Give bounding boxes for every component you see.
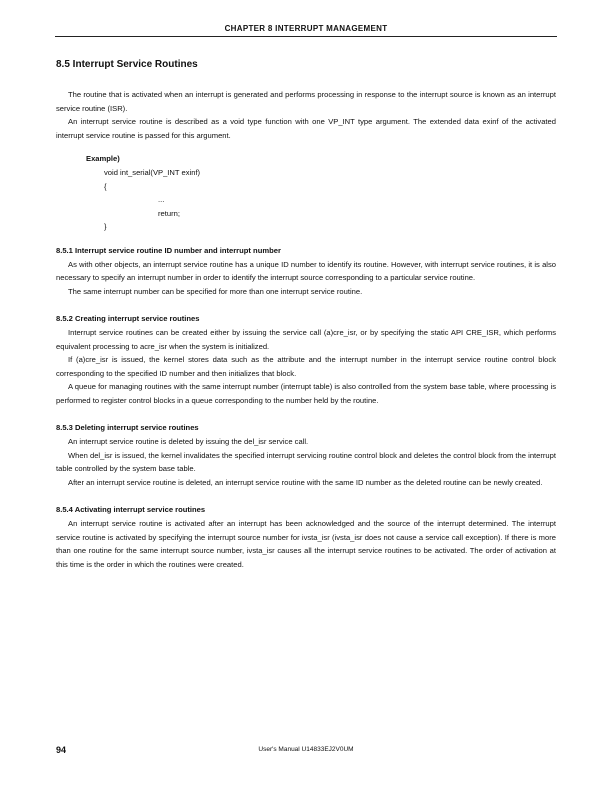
example-label: Example): [86, 154, 120, 164]
page-number: 94: [56, 745, 67, 755]
page-content: [56, 58, 556, 571]
running-header: CHAPTER 8 INTERRUPT MANAGEMENT: [224, 24, 388, 33]
paragraph: A queue for managing routines with the same interrupt number (interrupt table) is also controlled from the system base table, where processing is performed to register control blocks in a queue corresponding to the number held by the routine.: [56, 382, 556, 405]
subsection-title: 8.5.4 Activating interrupt service routines: [56, 505, 206, 515]
paragraph: An interrupt service routine is described as a void type function with one VP_INT type argument. The extended data exinf of the activated interrupt service routine is passed for this argument.: [56, 117, 556, 140]
paragraph: Interrupt service routines can be created either by issuing the service call (a)cre_isr, or by specifying the static API CRE_ISR, which performs equivalent processing to acre_isr when the system is initialized.: [56, 327, 556, 351]
paragraph: The same interrupt number can be specified for more than one interrupt service routine.: [68, 286, 363, 296]
code-line: return;: [158, 208, 180, 218]
code-line: ...: [158, 195, 165, 205]
section-title: 8.5 Interrupt Service Routines: [56, 59, 198, 70]
header-rule: [55, 36, 557, 37]
paragraph: The routine that is activated when an interrupt is generated and performs processing in response to the interrupt source is known as an interrupt service routine (ISR).: [56, 90, 556, 113]
subsection-title: 8.5.3 Deleting interrupt service routines: [56, 423, 199, 433]
code-example: [86, 152, 556, 234]
code-line: {: [104, 181, 107, 191]
code-line: }: [104, 222, 107, 232]
paragraph: If (a)cre_isr is issued, the kernel stores data such as the attribute and the interrupt number in the interrupt service routine control block corresponding to the specified ID number and then initializes that block.: [56, 355, 556, 378]
manual-id: User's Manual U14833EJ2V0UM: [258, 746, 354, 753]
paragraph: As with other objects, an interrupt service routine has a unique ID number to identify its routine. However, with interrupt service routines, it is also necessary to specify an interrupt number in order to identify the interrupt source corresponding to a particular service routine.: [56, 259, 556, 283]
subsection-title: 8.5.2 Creating interrupt service routines: [56, 314, 200, 324]
code-line: void int_serial(VP_INT exinf): [104, 167, 201, 177]
paragraph: An interrupt service routine is activated after an interrupt has been acknowledged and the source of the interrupt determined. The interrupt service routine is activated by specifying the interrupt source number for ivsta_isr (ivsta_isr does not cause a service call exception). If there is more than one routine for the same interrupt source number, ivsta_isr causes all the interrupt service routines to be activated. The order of activation at this time is the order in which the routines were created.: [56, 519, 556, 569]
paragraph: When del_isr is issued, the kernel invalidates the specified interrupt servicing routine control block and deletes the control block from the interrupt table controlled by the system base table.: [56, 450, 556, 474]
paragraph: An interrupt service routine is deleted by issuing the del_isr service call.: [68, 437, 309, 447]
paragraph: After an interrupt service routine is deleted, an interrupt service routine with the same ID number as the deleted routine can be newly created.: [68, 477, 543, 487]
subsection-title: 8.5.1 Interrupt service routine ID number and interrupt number: [56, 245, 281, 255]
page-footer: [56, 745, 556, 759]
